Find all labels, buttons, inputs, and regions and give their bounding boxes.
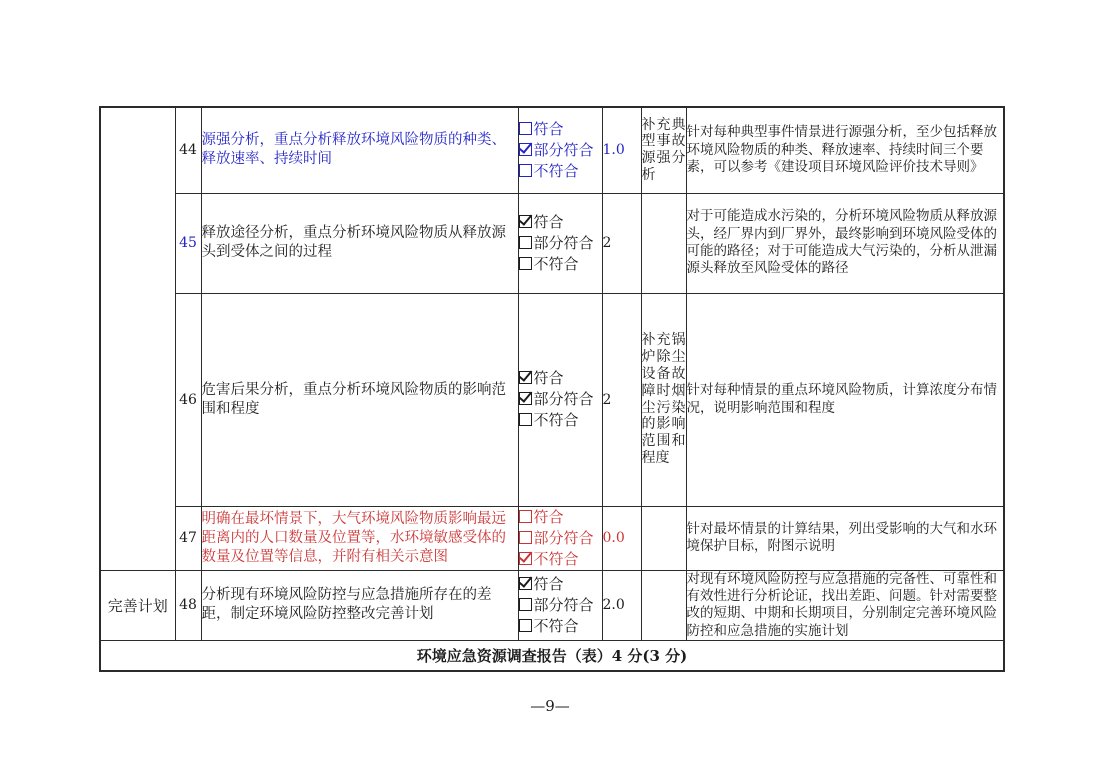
- option-line: [519, 140, 602, 161]
- checkbox-icon[interactable]: [519, 215, 532, 228]
- supplement-cell: [641, 193, 686, 293]
- option-label: 符合: [533, 369, 564, 387]
- option-label: 部分符合: [533, 595, 594, 614]
- table-row: [100, 506, 1004, 570]
- row-number: 46: [175, 293, 201, 506]
- checkbox-icon[interactable]: [519, 257, 532, 270]
- option-label: 部分符合: [533, 528, 594, 547]
- compliance-options: [518, 193, 602, 293]
- option-line: [519, 574, 602, 595]
- compliance-options: [518, 107, 602, 193]
- checkbox-icon[interactable]: [519, 122, 532, 135]
- option-line: [519, 233, 602, 254]
- option-line: [519, 389, 602, 410]
- requirement-text: 释放途径分析，重点分析环境风险物质从释放源头到受体之间的过程: [201, 193, 518, 293]
- row-number: 44: [175, 107, 201, 193]
- checkbox-icon[interactable]: [519, 392, 532, 405]
- checkbox-icon[interactable]: [519, 236, 532, 249]
- requirement-text: 分析现有环境风险防控与应急措施所存在的差距，制定环境风险防控整改完善计划: [201, 570, 518, 641]
- option-line: [519, 507, 602, 528]
- table-row: [100, 293, 1004, 506]
- option-label: 符合: [533, 507, 564, 526]
- checkbox-icon[interactable]: [519, 552, 532, 565]
- option-label: 不符合: [533, 616, 579, 635]
- option-label: 不符合: [533, 411, 579, 429]
- checkbox-icon[interactable]: [519, 164, 532, 177]
- supplement-cell: [641, 570, 686, 641]
- compliance-options: [518, 570, 602, 641]
- option-line: [519, 595, 602, 616]
- checkbox-icon[interactable]: [519, 598, 532, 611]
- requirement-text: 明确在最坏情景下，大气环境风险物质影响最远距离内的人口数量及位置等，水环境敏感受体的数量及位置等信息，并附有相关示意图: [201, 506, 518, 570]
- remark-cell: 对现有环境风险防控与应急措施的完备性、可靠性和有效性进行分析论证，找出差距、问题。针对需要整改的短期、中期和长期项目，分别制定完善环境风险防控和应急措施的实施计划: [686, 570, 1004, 641]
- option-label: 不符合: [533, 549, 579, 568]
- score-cell: 2.0: [602, 570, 641, 641]
- supplement-cell: 补充锅炉除尘设备故障时烟尘污染的影响范围和程度: [641, 293, 686, 506]
- row-number: 45: [175, 193, 201, 293]
- supplement-cell: [641, 506, 686, 570]
- option-label: 部分符合: [533, 233, 594, 252]
- score-cell: 1.0: [602, 107, 641, 193]
- checkbox-icon[interactable]: [519, 510, 532, 523]
- option-label: 不符合: [533, 161, 579, 180]
- option-line: [519, 254, 602, 275]
- option-line: [519, 368, 602, 389]
- table-footer-row: [100, 641, 1004, 671]
- supplement-cell: 补充典型事故源强分析: [641, 107, 686, 193]
- option-label: 不符合: [533, 254, 579, 273]
- checkbox-icon[interactable]: [519, 143, 532, 156]
- option-label: 部分符合: [533, 140, 594, 159]
- option-line: [519, 212, 602, 233]
- checkbox-icon[interactable]: [519, 531, 532, 544]
- remark-cell: 针对每种典型事件情景进行源强分析，至少包括释放环境风险物质的种类、释放速率、持续时间三个要素，可以参考《建设项目环境风险评价技术导则》: [686, 107, 1004, 193]
- option-line: [519, 528, 602, 549]
- category-cell: 完善计划: [100, 570, 175, 641]
- option-label: 符合: [533, 574, 564, 593]
- checkbox-icon[interactable]: [519, 619, 532, 632]
- page-number: —9—: [530, 697, 570, 715]
- option-line: [519, 410, 602, 431]
- compliance-options: [518, 293, 602, 506]
- assessment-table: [99, 106, 1005, 672]
- remark-cell: 对于可能造成水污染的，分析环境风险物质从释放源头，经厂界内到厂界外，最终影响到环境风险受体的可能的路径；对于可能造成大气污染的，分析从泄漏源头释放至风险受体的路径: [686, 193, 1004, 293]
- remark-cell: 针对每种情景的重点环境风险物质，计算浓度分布情况，说明影响范围和程度: [686, 293, 1004, 506]
- option-label: 部分符合: [533, 390, 594, 408]
- table-row: [100, 193, 1004, 293]
- requirement-text: 源强分析，重点分析释放环境风险物质的种类、释放速率、持续时间: [201, 107, 518, 193]
- option-label: 符合: [533, 119, 564, 138]
- score-cell: 2: [602, 193, 641, 293]
- table-row: [100, 570, 1004, 641]
- remark-cell: 针对最坏情景的计算结果，列出受影响的大气和水环境保护目标，附图示说明: [686, 506, 1004, 570]
- row-number: 48: [175, 570, 201, 641]
- category-cell: [100, 107, 175, 570]
- checkbox-icon[interactable]: [519, 371, 532, 384]
- option-label: 符合: [533, 212, 564, 231]
- table-footer-title: 环境应急资源调查报告（表）4 分(3 分): [100, 641, 1004, 671]
- row-number: 47: [175, 506, 201, 570]
- option-line: [519, 549, 602, 570]
- score-cell: 2: [602, 293, 641, 506]
- option-line: [519, 161, 602, 182]
- option-line: [519, 616, 602, 637]
- score-cell: 0.0: [602, 506, 641, 570]
- table-row: [100, 107, 1004, 193]
- checkbox-icon[interactable]: [519, 577, 532, 590]
- checkbox-icon[interactable]: [519, 413, 532, 426]
- compliance-options: [518, 506, 602, 570]
- requirement-text: 危害后果分析，重点分析环境风险物质的影响范围和程度: [201, 293, 518, 506]
- option-line: [519, 119, 602, 140]
